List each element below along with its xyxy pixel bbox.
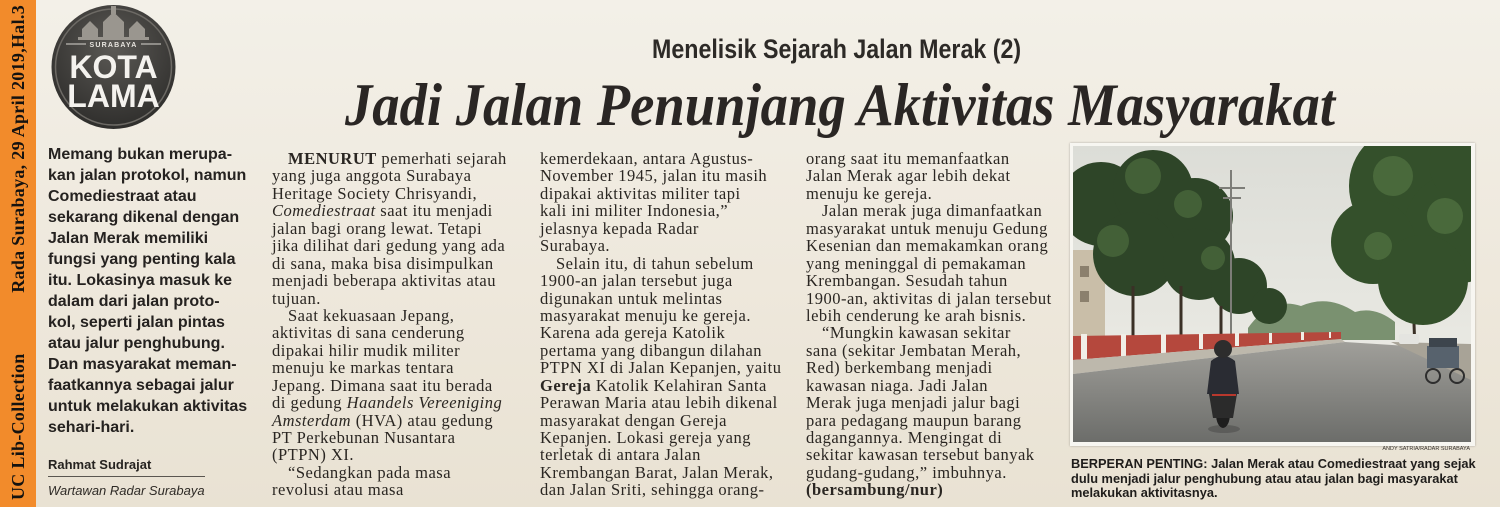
- archive-strip: [0, 0, 36, 507]
- text-line: menuju ke markas tentara: [272, 358, 454, 378]
- text-line: Perawan Maria atau lebih dikenal: [540, 393, 778, 413]
- text-line: “Sedangkan pada masa: [288, 462, 452, 482]
- text-line: Merak juga menjadi jalur bagi: [806, 393, 1021, 413]
- text-line: dan Jalan Sriti, sehingga orang-: [540, 480, 765, 500]
- text-line: jika dilihat dari gedung yang ada: [272, 236, 506, 256]
- body-column-2: [540, 150, 798, 499]
- text-run: pemerhati sejarah: [376, 149, 507, 168]
- text-line: aktivitas di sana cenderung: [272, 323, 465, 343]
- archive-source: Rada Surabaya, 29 April 2019,Hal.3: [8, 5, 28, 293]
- lead-line: kol, seperti jalan pintas: [48, 314, 225, 331]
- text-line: para pedagang maupun barang: [806, 410, 1022, 430]
- text-line: [272, 202, 534, 219]
- paragraph: [272, 307, 534, 464]
- text-line: dipakai hilir mudik militer: [272, 340, 461, 360]
- text-line: menuju ke gereja.: [806, 183, 933, 203]
- body-column-1: [272, 150, 534, 499]
- text-line: kawasan niaga. Jadi Jalan: [806, 375, 989, 395]
- lead-line: sehari-hari.: [48, 419, 135, 436]
- logo-word-lama: LAMA: [67, 78, 160, 114]
- text-line: (PTPN) XI.: [272, 445, 354, 465]
- text-line: November 1945, jalan itu masih: [540, 166, 768, 186]
- caption-text: Jalan Merak atau Comediestraat yang sejak: [1211, 456, 1476, 471]
- street-photo-image: [1073, 146, 1471, 442]
- paragraph: [540, 255, 798, 499]
- text-line: pertama yang dibangun dilahan: [540, 340, 763, 360]
- text-line: [272, 412, 534, 429]
- kota-lama-logo: [48, 2, 180, 134]
- text-line: di sana, maka bisa disimpulkan: [272, 253, 494, 273]
- lead-line: atau jalur penghubung.: [48, 335, 225, 352]
- text-line: kemerdekaan, antara Agustus-: [540, 149, 754, 168]
- lead-line: sekarang dikenal dengan: [48, 209, 240, 226]
- caption-line: [1071, 457, 1491, 472]
- lead-line: untuk melakukan aktivitas: [48, 398, 248, 415]
- text-line: kali ini militer Indonesia,”: [540, 201, 729, 221]
- photo-caption: [1071, 457, 1491, 501]
- logo-city: SURABAYA: [89, 42, 138, 49]
- text-line: Krembangan Barat, Jalan Merak,: [540, 462, 774, 482]
- body-column-3: [806, 150, 1061, 499]
- text-line: Heritage Society Chrisyandi,: [272, 183, 478, 203]
- text-line: terletak di antara Jalan: [540, 445, 701, 465]
- text-line: Red) berkembang menjadi: [806, 358, 993, 378]
- text-line: menjadi beberapa aktivitas atau: [272, 271, 496, 291]
- caption-line: dulu menjadi jalur penghubung atau atau jalan bagi masyarakat: [1071, 470, 1458, 486]
- paragraph: [272, 150, 534, 307]
- text-line: gudang-gudang,” imbuhnya.: [806, 462, 1007, 482]
- byline: [48, 456, 205, 500]
- byline-role: Wartawan Radar Surabaya: [48, 483, 205, 498]
- text-line: Karena ada gereja Katolik: [540, 323, 726, 343]
- text-line: digunakan untuk melintas: [540, 288, 723, 308]
- text-line: sana (sekitar Jembatan Merah,: [806, 340, 1022, 360]
- text-line: “Mungkin kawasan sekitar: [822, 323, 1011, 343]
- byline-author: Rahmat Sudrajat: [48, 456, 205, 477]
- text-line: masyarakat menuju ke gereja.: [540, 305, 751, 325]
- text-line: revolusi atau masa: [272, 480, 404, 500]
- archive-strip-text: [0, 0, 36, 507]
- text-line: sekitar kawasan tersebut banyak: [806, 445, 1035, 465]
- text-line: dagangannya. Mengingat di: [806, 428, 1003, 447]
- text-line: Kepanjen. Lokasi gereja yang: [540, 428, 752, 447]
- text-line: 1900-an, aktivitas di jalan tersebut: [806, 288, 1052, 308]
- text-line: yang juga anggota Surabaya: [272, 166, 472, 186]
- italic-text: Amsterdam: [272, 410, 352, 430]
- paragraph: [806, 324, 1061, 498]
- bold-text: MENURUT: [288, 149, 377, 168]
- caption-line: melakukan aktivitasnya.: [1071, 485, 1218, 500]
- article-lead: [48, 144, 248, 438]
- lead-line: fungsi yang penting kala: [48, 251, 236, 268]
- text-line: Selain itu, di tahun sebelum: [556, 253, 754, 273]
- lead-line: itu. Lokasinya masuk ke: [48, 272, 233, 289]
- text-line: Surabaya.: [540, 236, 611, 256]
- text-line: Jalan merak juga dimanfaatkan: [822, 201, 1043, 221]
- text-line: PTPN XI di Jalan Kepanjen, yaitu: [540, 358, 782, 378]
- italic-text: Comediestraat: [272, 201, 376, 221]
- text-line: PT Perkebunan Nusantara: [272, 428, 456, 447]
- article-headline: Jadi Jalan Penunjang Aktivitas Masyarakat: [345, 72, 1336, 138]
- photo-credit: ANDY SATRIA/RADAR SURABAYA: [1382, 446, 1470, 452]
- archive-collection: UC Lib-Collection: [8, 353, 28, 500]
- paragraph: [806, 202, 1061, 324]
- logo-word-kota: KOTA: [69, 49, 158, 85]
- lead-line: faatkannya sebagai jalur: [48, 377, 234, 394]
- text-line: Jepang. Dimana saat itu berada: [272, 375, 493, 395]
- text-line: [540, 377, 798, 394]
- lead-line: Jalan Merak memiliki: [48, 230, 209, 247]
- text-line: orang saat itu memanfaatkan: [806, 149, 1010, 168]
- paragraph: [540, 150, 798, 255]
- street-photo: [1070, 143, 1475, 446]
- lead-line: Comediestraat atau: [48, 188, 197, 205]
- text-line: [806, 481, 1061, 498]
- text-line: Kesenian dan memakamkan orang: [806, 236, 1049, 256]
- photo-building-window: [1080, 291, 1089, 302]
- paragraph: [806, 150, 1061, 202]
- caption-label: BERPERAN PENTING:: [1071, 456, 1208, 471]
- text-run: (HVA) atau gedung: [351, 410, 494, 430]
- lead-line: dalam dari jalan proto-: [48, 293, 220, 310]
- text-line: yang meninggal di pemakaman: [806, 253, 1027, 273]
- bold-text: Gereja: [540, 375, 592, 395]
- text-line: Krembangan. Sesudah tahun: [806, 271, 1008, 291]
- text-line: [272, 150, 534, 167]
- photo-building-window: [1080, 266, 1089, 277]
- photo-distant-car: [1399, 334, 1419, 344]
- italic-text: Haandels Vereeniging: [346, 393, 503, 413]
- text-line: masyarakat dengan Gereja: [540, 410, 727, 430]
- lead-line: kan jalan protokol, namun: [48, 167, 247, 184]
- text-line: dipakai aktivitas militer tapi: [540, 183, 741, 203]
- text-line: tujuan.: [272, 288, 321, 308]
- text-run: saat itu menjadi: [375, 201, 493, 221]
- bold-text: (bersambung/nur): [806, 480, 944, 500]
- text-run: di gedung: [272, 393, 347, 413]
- text-line: 1900-an jalan tersebut juga: [540, 271, 733, 291]
- text-line: masyarakat untuk menuju Gedung: [806, 218, 1048, 238]
- text-line: jalan bagi orang lewat. Tetapi: [272, 218, 483, 238]
- text-run: Katolik Kelahiran Santa: [591, 375, 767, 395]
- series-kicker: Menelisik Sejarah Jalan Merak (2): [652, 34, 1022, 64]
- text-line: Jalan Merak agar lebih dekat: [806, 166, 1011, 186]
- paragraph: [272, 464, 534, 499]
- lead-line: Memang bukan merupa-: [48, 146, 233, 163]
- text-line: Saat kekuasaan Jepang,: [288, 305, 455, 325]
- text-line: jelasnya kepada Radar: [540, 218, 699, 238]
- lead-line: Dan masyarakat meman-: [48, 356, 237, 373]
- text-line: [272, 394, 534, 411]
- text-line: lebih cenderung ke arah bisnis.: [806, 305, 1027, 325]
